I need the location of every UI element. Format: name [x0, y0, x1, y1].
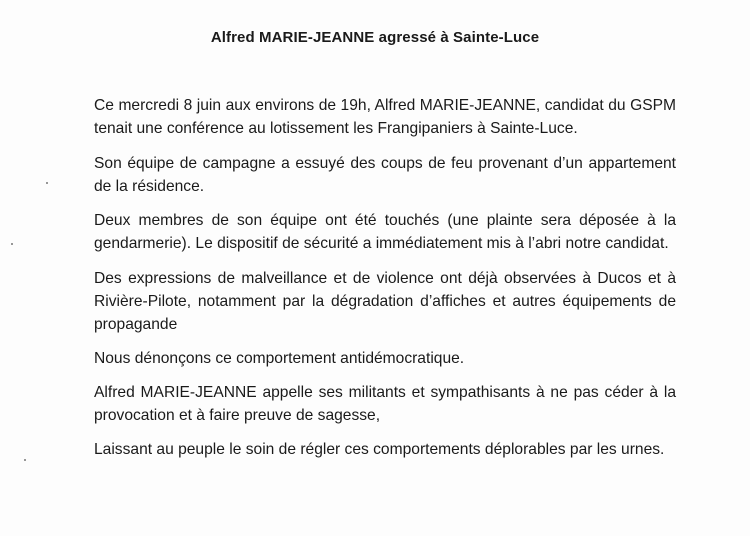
document-body	[94, 94, 676, 473]
scan-speck	[24, 459, 26, 461]
paragraph-4: Des expressions de malveillance et de violence ont déjà observées à Ducos et à Rivière-Pilote, notamment par la dégradation d’affiches et autres équipements de propagande	[94, 270, 676, 333]
paragraph-5: Nous dénonçons ce comportement antidémocratique.	[94, 350, 465, 367]
scan-speck	[11, 243, 13, 245]
document-title: Alfred MARIE-JEANNE agressé à Sainte-Luce	[210, 29, 540, 46]
paragraph-1: Ce mercredi 8 juin aux environs de 19h, Alfred MARIE-JEANNE, candidat du GSPM tenait une conférence au lotissement les Frangipaniers à Sainte-Luce.	[94, 97, 676, 137]
paragraph-3: Deux membres de son équipe ont été touchés (une plainte sera déposée à la gendarmerie). Le dispositif de sécurité a immédiatement mis à l’abri notre candidat.	[94, 212, 676, 252]
scan-speck	[46, 182, 48, 184]
paragraph-2: Son équipe de campagne a essuyé des coups de feu provenant d’un appartement de la résidence.	[94, 155, 676, 195]
paragraph-6: Alfred MARIE-JEANNE appelle ses militants et sympathisants à ne pas céder à la provocation et à faire preuve de sagesse,	[94, 384, 676, 424]
paragraph-7: Laissant au peuple le soin de régler ces comportements déplorables par les urnes.	[94, 441, 665, 458]
